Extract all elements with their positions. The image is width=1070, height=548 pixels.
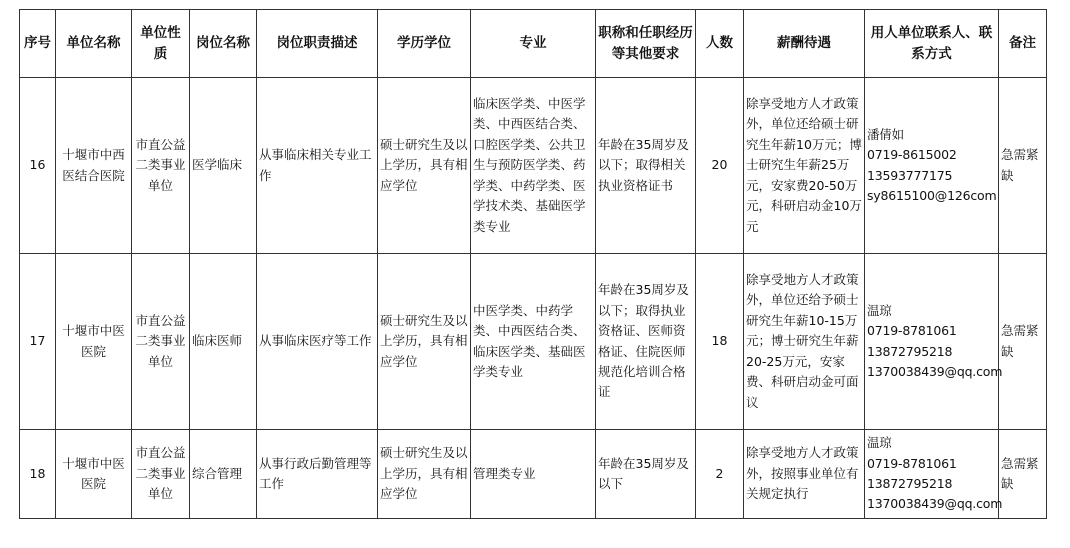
cell-req: 年龄在35周岁及以下；取得执业资格证、医师资格证、住院医师规范化培训合格证	[596, 254, 696, 430]
header-no: 序号	[20, 10, 56, 78]
cell-no: 16	[20, 78, 56, 254]
cell-note: 急需紧缺	[999, 254, 1047, 430]
cell-post: 临床医师	[190, 254, 257, 430]
contact-mobile: 13872795218	[867, 476, 953, 491]
contact-email: 1370038439@qq.com	[867, 496, 1003, 512]
recruitment-table	[19, 9, 1047, 519]
cell-no: 17	[20, 254, 56, 430]
header-salary: 薪酬待遇	[744, 10, 865, 78]
cell-major: 管理类专业	[471, 430, 596, 519]
cell-contact	[865, 254, 1003, 430]
contact-email: sy8615100@126com	[867, 187, 997, 203]
cell-count: 2	[696, 430, 744, 519]
cell-nature: 市直公益二类事业单位	[132, 430, 190, 519]
cell-contact	[865, 430, 1003, 519]
cell-nature: 市直公益二类事业单位	[132, 254, 190, 430]
cell-duty: 从事临床相关专业工作	[257, 78, 378, 254]
cell-edu: 硕士研究生及以上学历，具有相应学位	[378, 78, 471, 254]
cell-edu: 硕士研究生及以上学历，具有相应学位	[378, 254, 471, 430]
header-edu: 学历学位	[378, 10, 471, 78]
cell-count: 18	[696, 254, 744, 430]
table-row	[20, 430, 1047, 519]
cell-duty: 从事行政后勤管理等工作	[257, 430, 378, 519]
cell-count: 20	[696, 78, 744, 254]
header-note: 备注	[999, 10, 1047, 78]
cell-req: 年龄在35周岁及以下	[596, 430, 696, 519]
contact-name: 温琼	[867, 435, 892, 451]
header-major: 专业	[471, 10, 596, 78]
header-count: 人数	[696, 10, 744, 78]
header-nature: 单位性质	[132, 10, 190, 78]
cell-major: 临床医学类、中医学类、中西医结合类、口腔医学类、公共卫生与预防医学类、药学类、中药学类、医学技术类、基础医学类专业	[471, 78, 596, 254]
table-row	[20, 254, 1047, 430]
header-req: 职称和任职经历等其他要求	[596, 10, 696, 78]
cell-contact	[865, 78, 999, 254]
cell-major: 中医学类、中药学类、中西医结合类、临床医学类、基础医学类专业	[471, 254, 596, 430]
cell-note: 急需紧缺	[999, 78, 1047, 254]
cell-duty: 从事临床医疗等工作	[257, 254, 378, 430]
cell-post: 综合管理	[190, 430, 257, 519]
contact-mobile: 13593777175	[867, 167, 953, 183]
table-row	[20, 78, 1047, 254]
contact-phone: 0719-8781061	[867, 323, 957, 339]
contact-email: 1370038439@qq.com	[867, 363, 1003, 379]
contact-name: 温琼	[867, 302, 892, 318]
cell-req: 年龄在35周岁及以下；取得相关执业资格证书	[596, 78, 696, 254]
cell-nature: 市直公益二类事业单位	[132, 78, 190, 254]
cell-salary: 除享受地方人才政策外，单位还给硕士研究生年薪10万元；博士研究生年薪25万元，安家费20-50万元，科研启动金10万元	[744, 78, 865, 254]
header-duty: 岗位职责描述	[257, 10, 378, 78]
contact-mobile: 13872795218	[867, 343, 953, 359]
contact-phone: 0719-8781061	[867, 455, 957, 471]
table-header-row	[20, 10, 1047, 78]
cell-note: 急需紧缺	[999, 430, 1047, 519]
cell-no: 18	[20, 430, 56, 519]
cell-post: 医学临床	[190, 78, 257, 254]
header-unit: 单位名称	[56, 10, 132, 78]
cell-salary: 除享受地方人才政策外，按照事业单位有关规定执行	[744, 430, 865, 519]
header-post: 岗位名称	[190, 10, 257, 78]
cell-unit: 十堰市中西医结合医院	[56, 78, 132, 254]
cell-salary: 除享受地方人才政策外，单位还给予硕士研究生年薪10-15万元；博士研究生年薪20-25万元，安家费、科研启动金可面议	[744, 254, 865, 430]
contact-name: 潘倩如	[867, 126, 904, 142]
header-contact: 用人单位联系人、联系方式	[865, 10, 999, 78]
cell-edu: 硕士研究生及以上学历，具有相应学位	[378, 430, 471, 519]
cell-unit: 十堰市中医医院	[56, 254, 132, 430]
contact-phone: 0719-8615002	[867, 147, 957, 163]
cell-unit: 十堰市中医医院	[56, 430, 132, 519]
